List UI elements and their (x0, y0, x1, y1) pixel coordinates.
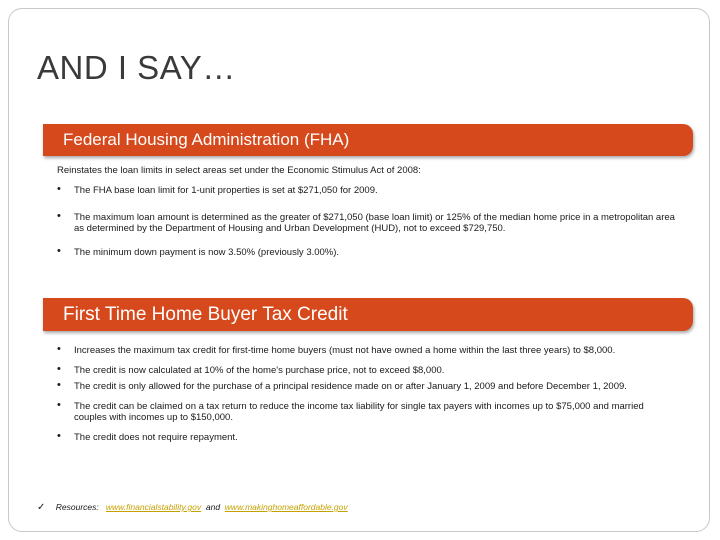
list-item-text: The credit does not require repayment. (74, 431, 238, 443)
list-item-text: Increases the maximum tax credit for first-time home buyers (must not have owned a home within the last three years) to $8,000. (74, 345, 616, 356)
bullet-icon: • (57, 343, 61, 355)
fha-heading: Federal Housing Administration (FHA) (63, 130, 350, 149)
list-item (57, 362, 677, 377)
resources-line (37, 502, 677, 513)
list-item (57, 209, 677, 235)
resources-joiner: and (205, 502, 221, 512)
list-item-text: The credit is now calculated at 10% of the home's purchase price, not to exceed $8,000. (74, 364, 445, 376)
slide-frame (8, 8, 710, 532)
bullet-icon: • (57, 379, 61, 391)
bullet-icon: • (57, 209, 61, 222)
fha-banner (43, 124, 693, 156)
list-item (57, 345, 677, 357)
bullet-icon: • (57, 244, 61, 257)
list-item (57, 381, 677, 393)
list-item (57, 244, 677, 259)
list-item-text: The credit can be claimed on a tax return to reduce the income tax liability for single tax payers with incomes up to $75,000 and married couples with incomes up to $150,000. (74, 400, 644, 423)
list-item (57, 398, 677, 424)
financialstability-link[interactable]: www.financialstability.gov (105, 502, 202, 512)
resources-label: Resources: (55, 502, 99, 512)
tax-credit-bullet-list (57, 345, 677, 443)
bullet-icon: • (57, 429, 61, 442)
list-item (57, 429, 677, 444)
list-item-text: The credit is only allowed for the purchase of a principal residence made on or after January 1, 2009 and before December 1, 2009. (74, 381, 627, 392)
list-item (57, 185, 677, 197)
fha-intro: Reinstates the loan limits in select areas set under the Economic Stimulus Act of 2008: (57, 165, 421, 176)
checkmark-icon: ✓ (37, 502, 46, 513)
list-item-text: The maximum loan amount is determined as the greater of $271,050 (base loan limit) or 125% of the median home price in a metropolitan area as determined by the Department of Housing and Urban Development (HUD), not to exceed $729,750. (74, 211, 675, 234)
tax-credit-heading: First Time Home Buyer Tax Credit (63, 303, 348, 325)
makinghomeaffordable-link[interactable]: www.makinghomeaffordable.gov (224, 502, 348, 512)
bullet-icon: • (57, 183, 61, 195)
tax-credit-banner (43, 298, 693, 331)
bullet-icon: • (57, 398, 61, 411)
fha-bullet-list (57, 185, 677, 258)
slide-title: AND I SAY… (37, 49, 236, 86)
list-item-text: The minimum down payment is now 3.50% (previously 3.00%). (74, 246, 340, 258)
list-item-text: The FHA base loan limit for 1-unit properties is set at $271,050 for 2009. (74, 185, 378, 196)
bullet-icon: • (57, 362, 61, 375)
